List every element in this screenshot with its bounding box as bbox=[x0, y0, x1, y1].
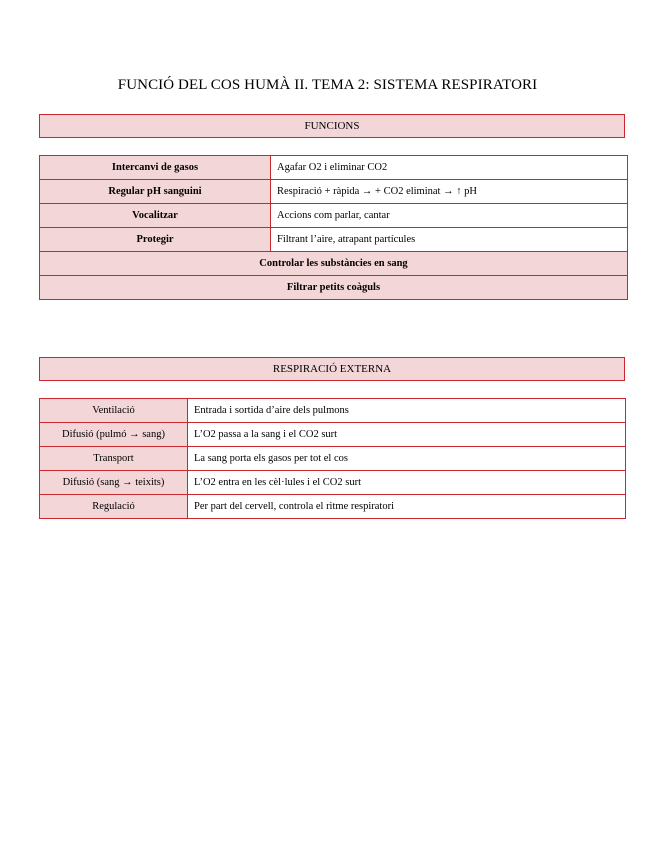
table-row bbox=[40, 156, 628, 180]
function-span-row: Controlar les substàncies en sang bbox=[40, 252, 628, 276]
funcions-heading-text: FUNCIONS bbox=[304, 120, 360, 132]
function-label: Protegir bbox=[40, 228, 271, 252]
stage-description: L’O2 entra en les cèl·lules i el CO2 surt bbox=[188, 471, 626, 495]
table-row bbox=[40, 399, 626, 423]
function-label: Intercanvi de gasos bbox=[40, 156, 271, 180]
funcions-table bbox=[39, 155, 628, 300]
stage-label: Difusió (pulmó → sang) bbox=[40, 423, 188, 447]
function-label: Regular pH sanguini bbox=[40, 180, 271, 204]
table-row bbox=[40, 204, 628, 228]
table-row bbox=[40, 495, 626, 519]
stage-description: Per part del cervell, controla el ritme respiratori bbox=[188, 495, 626, 519]
function-description: Accions com parlar, cantar bbox=[271, 204, 628, 228]
table-row bbox=[40, 447, 626, 471]
table-row bbox=[40, 252, 628, 276]
funcions-heading bbox=[39, 114, 625, 138]
table-row bbox=[40, 180, 628, 204]
stage-description: La sang porta els gasos per tot el cos bbox=[188, 447, 626, 471]
table-row bbox=[40, 276, 628, 300]
function-span-row: Filtrar petits coàguls bbox=[40, 276, 628, 300]
stage-label: Ventilació bbox=[40, 399, 188, 423]
function-description: Respiració + ràpida → + CO2 eliminat → ↑ pH bbox=[271, 180, 628, 204]
table-row bbox=[40, 423, 626, 447]
table-row bbox=[40, 471, 626, 495]
stage-label: Difusió (sang → teixits) bbox=[40, 471, 188, 495]
respiracio-externa-table bbox=[39, 398, 626, 519]
page-title: FUNCIÓ DEL COS HUMÀ II. TEMA 2: SISTEMA RESPIRATORI bbox=[117, 77, 538, 93]
stage-description: L’O2 passa a la sang i el CO2 surt bbox=[188, 423, 626, 447]
respiracio-externa-heading bbox=[39, 357, 625, 381]
function-label: Vocalitzar bbox=[40, 204, 271, 228]
function-description: Filtrant l’aire, atrapant partícules bbox=[271, 228, 628, 252]
stage-label: Transport bbox=[40, 447, 188, 471]
stage-label: Regulació bbox=[40, 495, 188, 519]
respiracio-externa-heading-text: RESPIRACIÓ EXTERNA bbox=[272, 363, 392, 375]
table-row bbox=[40, 228, 628, 252]
function-description: Agafar O2 i eliminar CO2 bbox=[271, 156, 628, 180]
stage-description: Entrada i sortida d’aire dels pulmons bbox=[188, 399, 626, 423]
